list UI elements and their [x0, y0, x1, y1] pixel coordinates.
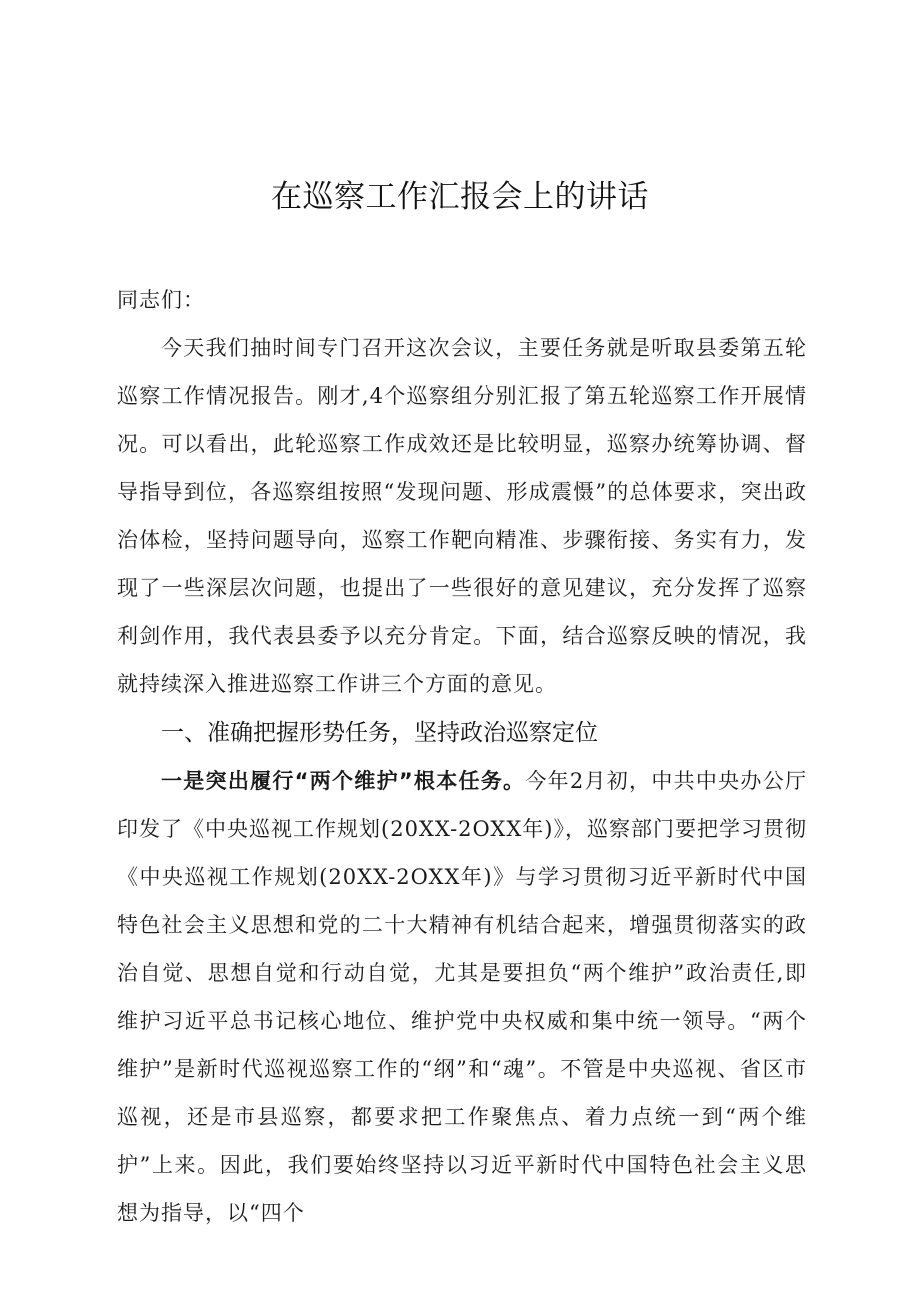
paragraph-lead-sentence: 一是突出履行“两个维护”根本任务。	[161, 769, 526, 793]
document-title: 在巡察工作汇报会上的讲话	[271, 179, 649, 215]
section-heading-1: 一、准确把握形势任务，坚持政治巡察定位	[161, 720, 598, 746]
paragraph-body-text: 今年2月初，中共中央办公厅印发了《中央巡视工作规划(20XX-2OXX年)》，巡察部门要把学习贯彻《中央巡视工作规划(20XX-2OXX年)》与学习贯彻习近平新时代中国特色社会主义思想和党的二十大精神有机结合起来，增强贯彻落实的政治自觉、思想自觉和行动自觉，尤其是要担负“两个维护”政治责任,即维护习近平总书记核心地位、维护党中央权威和集中统一领导。“两个维护”是新时代巡视巡察工作的“纲”和“魂”。不管是中央巡视、省区市巡视，还是市县巡察，都要求把工作聚焦点、着力点统一到“两个维护”上来。因此，我们要始终坚持以习近平新时代中国特色社会主义思想为指导，以“四个	[117, 769, 807, 1225]
paragraph-intro: 今天我们抽时间专门召开这次会议，主要任务就是听取县委第五轮巡察工作情况报告。刚才,4个巡察组分别汇报了第五轮巡察工作开展情况。可以看出，此轮巡察工作成效还是比较明显，巡察办统筹协调、督导指导到位，各巡察组按照“发现问题、形成震慑”的总体要求，突出政治体检，坚持问题导向，巡察工作靶向精准、步骤衔接、务实有力，发现了一些深层次问题，也提出了一些很好的意见建议，充分发挥了巡察利剑作用，我代表县委予以充分肯定。下面，结合巡察反映的情况，我就持续深入推进巡察工作讲三个方面的意见。	[117, 336, 807, 696]
paragraph-section1-item1	[117, 757, 807, 1237]
salutation: 同志们：	[117, 288, 205, 312]
